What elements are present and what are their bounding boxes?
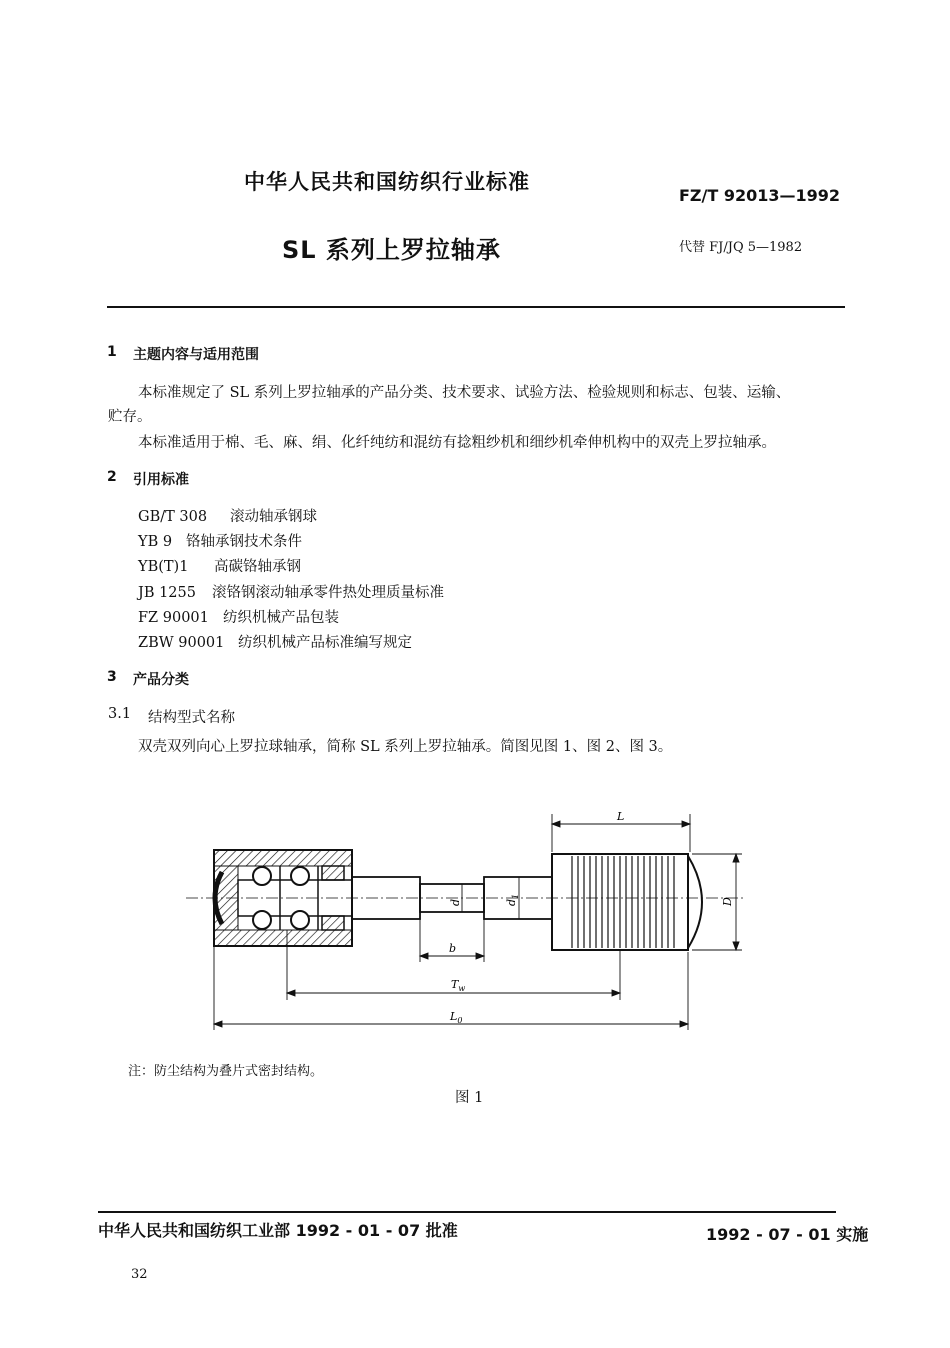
reference-code: YB(T)1 [138, 559, 189, 575]
label-Tw-main: T [451, 978, 459, 991]
page-number: 32 [131, 1267, 148, 1282]
label-Tw-sub: w [458, 984, 466, 993]
section-1-paragraph-1-line-1: 本标准规定了 SL 系列上罗拉轴承的产品分类、技术要求、试验方法、检验规则和标志、包装、运输、 [138, 385, 791, 401]
label-L0 [449, 1010, 462, 1025]
reference-title: 纺织机械产品标准编写规定 [238, 635, 412, 651]
label-Tw [451, 978, 465, 993]
subsection-3-1-text: 双壳双列向心上罗拉球轴承，简称 SL 系列上罗拉轴承。简图见图 1、图 2、图 3。 [138, 739, 673, 755]
reference-title: 铬轴承钢技术条件 [186, 534, 302, 550]
footer-divider [98, 1211, 836, 1213]
dimension-D [692, 854, 742, 950]
reference-code: GB/T 308 [138, 509, 208, 525]
section-3-title: 产品分类 [133, 672, 189, 688]
label-d1-sub: 1 [511, 893, 520, 899]
housing-top-wall [214, 850, 352, 866]
label-b: b [449, 942, 457, 955]
section-1-paragraph-2: 本标准适用于棉、毛、麻、绢、化纤纯纺和混纺有捻粗纱机和细纱机牵伸机构中的双壳上罗拉轴承。 [138, 435, 776, 451]
document-title: SL 系列上罗拉轴承 [282, 236, 501, 264]
standard-number: FZ/T 92013—1992 [679, 186, 841, 205]
seal-bottom [322, 916, 344, 930]
reference-code: YB 9 [138, 534, 173, 550]
reference-title: 纺织机械产品包装 [223, 610, 339, 626]
section-1-paragraph-1-line-2: 贮存。 [108, 409, 152, 425]
subsection-3-1-title: 结构型式名称 [148, 710, 235, 726]
label-d1 [505, 894, 520, 906]
reference-code: ZBW 90001 [138, 635, 225, 651]
roller-end [688, 856, 702, 948]
ball-bottom-right [291, 911, 309, 929]
housing-bottom-wall [214, 930, 352, 946]
ball-bottom-left [253, 911, 271, 929]
ball-top-left [253, 867, 271, 885]
approval-statement: 中华人民共和国纺织工业部 1992 - 01 - 07 批准 [98, 1221, 458, 1240]
section-3-number: 3 [107, 669, 117, 685]
standard-title: 中华人民共和国纺织行业标准 [244, 170, 530, 194]
section-2-title: 引用标准 [133, 472, 189, 488]
subsection-3-1-number: 3.1 [108, 706, 132, 722]
label-d1-main: d [505, 898, 518, 906]
roller-knurling [572, 856, 674, 948]
reference-title: 滚铬钢滚动轴承零件热处理质量标准 [212, 585, 444, 601]
section-2-number: 2 [107, 469, 117, 485]
ball-top-right [291, 867, 309, 885]
reference-title: 高碳铬轴承钢 [214, 559, 301, 575]
figure-1-note: 注：防尘结构为叠片式密封结构。 [128, 1064, 324, 1079]
label-L0-main: L [450, 1010, 458, 1023]
reference-code: JB 1255 [138, 585, 196, 601]
label-d: d [449, 898, 462, 906]
reference-code: FZ 90001 [138, 610, 209, 626]
figure-1-caption: 图 1 [455, 1090, 484, 1106]
seal-top [322, 866, 344, 880]
section-1-number: 1 [107, 344, 117, 360]
label-L0-sub: 0 [457, 1016, 463, 1025]
replaces-note: 代替 FJ/JQ 5—1982 [679, 240, 803, 255]
implementation-date: 1992 - 07 - 01 实施 [706, 1225, 869, 1244]
reference-title: 滚动轴承钢球 [230, 509, 317, 525]
label-D: D [721, 897, 734, 906]
label-L: L [617, 810, 625, 823]
section-1-title: 主题内容与适用范围 [133, 347, 259, 363]
